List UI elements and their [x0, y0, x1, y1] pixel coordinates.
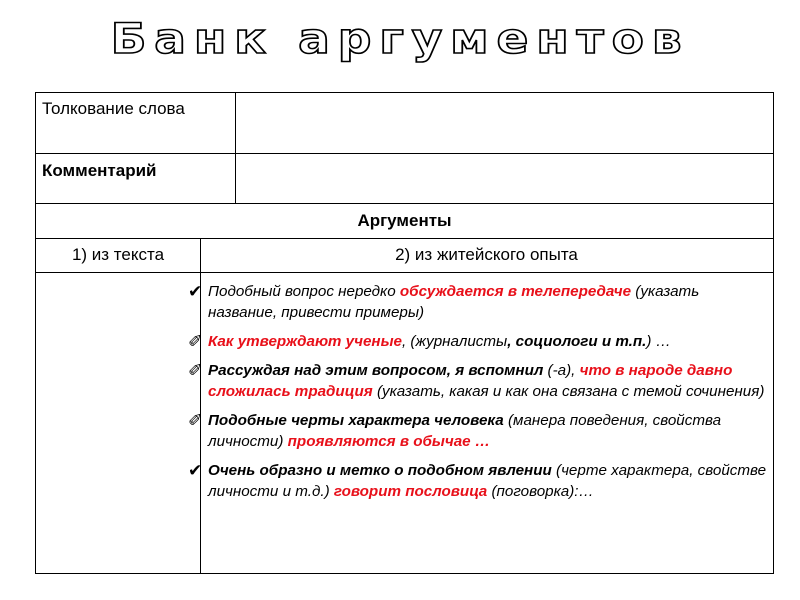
column-header-from-experience: 2) из житейского опыта — [395, 245, 578, 264]
argument-text: , (журналисты — [401, 333, 508, 350]
check-pencil-icon: ✐ — [188, 411, 203, 430]
column-divider-top — [235, 93, 236, 203]
row-label-interpretation: Толкование слова — [42, 99, 185, 118]
argument-text: (указать, какая и как она связана с темой сочинения) — [372, 383, 765, 400]
check-pencil-icon: ✐ — [188, 332, 203, 351]
argument-text: что в народе давно сложилась традиция — [208, 362, 733, 400]
argument-text: проявляются в обычае … — [287, 433, 491, 450]
argument-text: ) … — [646, 333, 671, 350]
row-label-comment: Комментарий — [42, 161, 157, 180]
argument-text: (поговорка):… — [487, 483, 594, 500]
argument-text: Очень образно и метко о подобном явлении — [208, 462, 552, 479]
argument-text: (указать название, привести примеры) — [208, 283, 700, 321]
page-title: Банк аргументов — [110, 14, 690, 63]
check-pencil-icon: ✐ — [188, 361, 203, 380]
argument-item — [188, 410, 768, 452]
check-icon: ✔ — [188, 282, 203, 301]
argument-text: (черте характера, свойстве личности и т.д.) — [208, 462, 767, 500]
argument-text: Подобные черты характера человека — [208, 412, 504, 429]
argument-text: говорит пословица — [333, 483, 488, 500]
column-header-from-text: 1) из текста — [71, 245, 165, 264]
row-divider — [36, 238, 773, 239]
argument-text: (-а), — [543, 362, 580, 379]
argument-text: обсуждается в телепередаче — [399, 283, 632, 300]
argument-text: , социологи и т.п. — [507, 333, 647, 350]
argument-text: (манера поведения, свойства личности) — [208, 412, 722, 450]
argument-item — [188, 460, 768, 502]
check-icon: ✔ — [188, 461, 203, 480]
argument-text: Рассуждая над этим вопросом, я вспомнил — [208, 362, 544, 379]
row-divider — [36, 203, 773, 204]
argument-text: Как утверждают ученые — [208, 333, 402, 350]
row-divider — [36, 272, 773, 273]
section-header-arguments: Аргументы — [357, 211, 452, 230]
arguments-list — [188, 281, 768, 510]
row-divider — [36, 153, 773, 154]
argument-text: Подобный вопрос нередко — [208, 283, 400, 300]
argument-item — [188, 360, 768, 402]
arguments-table — [35, 92, 774, 574]
argument-item — [188, 281, 768, 323]
argument-item — [188, 331, 768, 352]
